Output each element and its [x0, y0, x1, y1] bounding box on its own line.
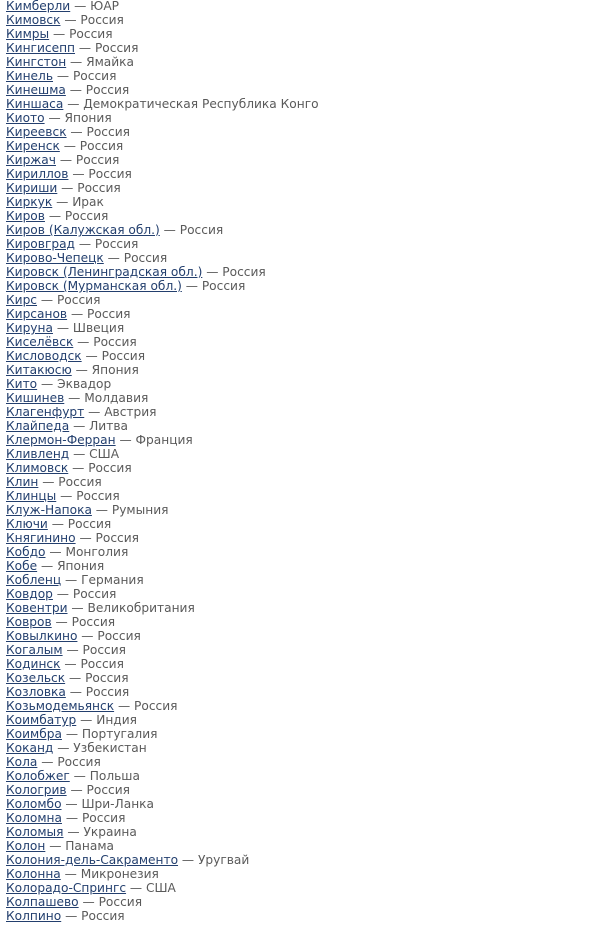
- list-item: [6, 335, 319, 349]
- city-link[interactable]: Колобжег: [6, 769, 70, 783]
- list-item: [6, 699, 319, 713]
- list-item: [6, 181, 319, 195]
- city-link[interactable]: Ковдор: [6, 587, 53, 601]
- list-item: [6, 489, 319, 503]
- separator-dash: —: [51, 615, 72, 629]
- city-link[interactable]: Колпашево: [6, 895, 79, 909]
- list-item: [6, 349, 319, 363]
- separator-dash: —: [84, 405, 105, 419]
- separator-dash: —: [49, 27, 70, 41]
- separator-dash: —: [62, 811, 82, 825]
- separator-dash: —: [66, 783, 87, 797]
- list-item: [6, 419, 319, 433]
- city-link[interactable]: Киншаса: [6, 97, 64, 111]
- separator-dash: —: [52, 321, 73, 335]
- separator-dash: —: [60, 867, 81, 881]
- list-item: [6, 223, 319, 237]
- separator-dash: —: [73, 335, 94, 349]
- city-link[interactable]: Кологрив: [6, 783, 67, 797]
- country-label: Россия: [86, 783, 131, 797]
- separator-dash: —: [68, 167, 89, 181]
- list-item: [6, 475, 319, 489]
- list-item: [6, 97, 319, 111]
- country-label: Россия: [58, 475, 102, 489]
- city-link[interactable]: Кодинск: [6, 657, 61, 671]
- city-link[interactable]: Киреевск: [6, 125, 67, 139]
- separator-dash: —: [115, 433, 136, 447]
- separator-dash: —: [47, 517, 68, 531]
- city-link[interactable]: Кирсанов: [6, 307, 68, 321]
- city-link[interactable]: Кобе: [6, 559, 38, 573]
- country-label: Франция: [135, 433, 193, 447]
- separator-dash: —: [61, 909, 82, 923]
- city-link[interactable]: Ковылкино: [6, 629, 78, 643]
- country-label: Россия: [69, 27, 113, 41]
- list-item: [6, 517, 319, 531]
- city-link[interactable]: Клагенфурт: [6, 405, 85, 419]
- list-item: [6, 405, 319, 419]
- separator-dash: —: [61, 727, 82, 741]
- country-label: Россия: [87, 307, 131, 321]
- separator-dash: —: [202, 265, 223, 279]
- list-item: [6, 825, 319, 839]
- separator-dash: —: [91, 503, 112, 517]
- list-item: [6, 307, 319, 321]
- separator-dash: —: [69, 447, 90, 461]
- list-item: [6, 783, 319, 797]
- country-label: Россия: [97, 629, 141, 643]
- list-item: [6, 139, 319, 153]
- city-link[interactable]: Кингстон: [6, 55, 67, 69]
- city-link[interactable]: Кисловодск: [6, 349, 82, 363]
- city-link[interactable]: Киров (Калужская обл.): [6, 223, 160, 237]
- list-item: [6, 601, 319, 615]
- city-link[interactable]: Коимбатур: [6, 713, 77, 727]
- separator-dash: —: [37, 293, 57, 307]
- city-link[interactable]: Кингисепп: [6, 41, 76, 55]
- city-link[interactable]: Ковров: [6, 615, 52, 629]
- city-link[interactable]: Кобдо: [6, 545, 46, 559]
- separator-dash: —: [57, 181, 78, 195]
- city-link[interactable]: Коканд: [6, 741, 54, 755]
- list-item: [6, 265, 319, 279]
- separator-dash: —: [63, 97, 84, 111]
- city-link[interactable]: Коломбо: [6, 797, 62, 811]
- separator-dash: —: [62, 643, 83, 657]
- separator-dash: —: [37, 559, 58, 573]
- country-label: Россия: [81, 909, 125, 923]
- city-link[interactable]: Козельск: [6, 671, 66, 685]
- list-item: [6, 0, 319, 13]
- country-label: Монголия: [65, 545, 129, 559]
- list-item: [6, 293, 319, 307]
- separator-dash: —: [75, 531, 96, 545]
- city-link[interactable]: Коимбра: [6, 727, 62, 741]
- country-label: Россия: [72, 69, 117, 83]
- city-link[interactable]: Киров: [6, 209, 45, 223]
- list-item: [6, 839, 319, 853]
- city-link[interactable]: Кировск (Мурманская обл.): [6, 279, 182, 293]
- country-label: Украина: [83, 825, 137, 839]
- separator-dash: —: [159, 223, 180, 237]
- country-label: Эквадор: [57, 377, 112, 391]
- country-label: Молдавия: [84, 391, 149, 405]
- country-label: Россия: [101, 349, 146, 363]
- country-label: Россия: [98, 895, 143, 909]
- country-label: Россия: [88, 461, 132, 475]
- city-link[interactable]: Кирово-Чепецк: [6, 251, 104, 265]
- list-item: [6, 657, 319, 671]
- country-label: Шри-Ланка: [81, 797, 154, 811]
- country-label: Россия: [85, 671, 129, 685]
- country-label: Микронезия: [80, 867, 159, 881]
- country-label: Россия: [57, 755, 101, 769]
- separator-dash: —: [65, 685, 86, 699]
- country-label: Япония: [64, 111, 112, 125]
- country-label: Швеция: [72, 321, 125, 335]
- country-label: Россия: [56, 293, 101, 307]
- city-link[interactable]: Кириши: [6, 181, 58, 195]
- list-item: [6, 461, 319, 475]
- list-item: [6, 629, 319, 643]
- separator-dash: —: [114, 699, 135, 713]
- country-label: Россия: [201, 279, 246, 293]
- separator-dash: —: [61, 797, 82, 811]
- city-link[interactable]: Колорадо-Спрингс: [6, 881, 127, 895]
- country-label: Россия: [134, 699, 178, 713]
- separator-dash: —: [65, 671, 86, 685]
- country-label: Демократическая Республика Конго: [83, 97, 319, 111]
- country-label: Россия: [80, 657, 124, 671]
- separator-dash: —: [78, 895, 99, 909]
- separator-dash: —: [45, 839, 66, 853]
- city-link[interactable]: Кинель: [6, 69, 54, 83]
- city-link[interactable]: Коломна: [6, 811, 62, 825]
- country-label: Панама: [65, 839, 114, 853]
- country-label: Великобритания: [87, 601, 195, 615]
- separator-dash: —: [66, 125, 87, 139]
- list-item: [6, 587, 319, 601]
- list-item: [6, 83, 319, 97]
- list-item: [6, 377, 319, 391]
- country-label: Россия: [95, 531, 139, 545]
- list-item: [6, 195, 319, 209]
- separator-dash: —: [103, 251, 124, 265]
- city-link[interactable]: Клуж-Напока: [6, 503, 92, 517]
- country-label: Португалия: [81, 727, 158, 741]
- country-label: Узбекистан: [73, 741, 147, 755]
- city-link[interactable]: Киото: [6, 111, 45, 125]
- list-item: [6, 545, 319, 559]
- country-label: Россия: [72, 587, 117, 601]
- country-label: Россия: [80, 13, 124, 27]
- list-item: [6, 531, 319, 545]
- list-item: [6, 643, 319, 657]
- separator-dash: —: [68, 461, 89, 475]
- city-link[interactable]: Козьмодемьянск: [6, 699, 115, 713]
- list-item: [6, 363, 319, 377]
- city-link[interactable]: Ключи: [6, 517, 48, 531]
- list-item: [6, 769, 319, 783]
- separator-dash: —: [81, 349, 102, 363]
- separator-dash: —: [53, 741, 74, 755]
- country-label: Россия: [85, 83, 130, 97]
- list-item: [6, 111, 319, 125]
- country-label: Ирак: [72, 195, 104, 209]
- list-item: [6, 895, 319, 909]
- list-item: [6, 671, 319, 685]
- country-label: Литва: [89, 419, 128, 433]
- country-label: ЮАР: [90, 0, 120, 13]
- separator-dash: —: [65, 83, 86, 97]
- country-label: Румыния: [111, 503, 169, 517]
- country-label: Польша: [89, 769, 140, 783]
- separator-dash: —: [63, 825, 84, 839]
- city-link[interactable]: Киренск: [6, 139, 60, 153]
- city-link[interactable]: Колонна: [6, 867, 61, 881]
- country-label: Россия: [94, 41, 139, 55]
- separator-dash: —: [77, 629, 98, 643]
- list-item: [6, 209, 319, 223]
- country-label: США: [146, 881, 176, 895]
- list-item: [6, 447, 319, 461]
- city-link[interactable]: Кливленд: [6, 447, 70, 461]
- city-link[interactable]: Кирс: [6, 293, 38, 307]
- separator-dash: —: [66, 55, 87, 69]
- city-link[interactable]: Колония-дель-Сакраменто: [6, 853, 179, 867]
- country-label: Россия: [86, 125, 130, 139]
- separator-dash: —: [126, 881, 146, 895]
- list-item: [6, 881, 319, 895]
- country-label: Индия: [96, 713, 137, 727]
- separator-dash: —: [76, 713, 97, 727]
- separator-dash: —: [69, 419, 90, 433]
- country-label: Россия: [64, 209, 109, 223]
- list-item: [6, 573, 319, 587]
- separator-dash: —: [71, 363, 92, 377]
- city-link[interactable]: Княгинино: [6, 531, 76, 545]
- list-item: [6, 153, 319, 167]
- country-label: Германия: [81, 573, 144, 587]
- separator-dash: —: [52, 195, 73, 209]
- city-link[interactable]: Кируна: [6, 321, 53, 335]
- list-item: [6, 909, 319, 923]
- city-link[interactable]: Кировград: [6, 237, 75, 251]
- list-item: [6, 503, 319, 517]
- separator-dash: —: [38, 475, 59, 489]
- city-link[interactable]: Козловка: [6, 685, 66, 699]
- list-item: [6, 797, 319, 811]
- country-label: Россия: [76, 489, 120, 503]
- country-label: Япония: [91, 363, 139, 377]
- list-item: [6, 685, 319, 699]
- separator-dash: —: [74, 237, 95, 251]
- country-label: Россия: [123, 251, 168, 265]
- list-item: [6, 41, 319, 55]
- country-label: Россия: [82, 643, 126, 657]
- list-item: [6, 27, 319, 41]
- country-label: Россия: [67, 517, 112, 531]
- city-link[interactable]: Кириллов: [6, 167, 69, 181]
- separator-dash: —: [53, 69, 73, 83]
- city-link[interactable]: Кимберли: [6, 0, 71, 13]
- city-link[interactable]: Кимры: [6, 27, 50, 41]
- list-item: [6, 741, 319, 755]
- separator-dash: —: [56, 489, 77, 503]
- separator-dash: —: [67, 601, 88, 615]
- city-link[interactable]: Киселёвск: [6, 335, 74, 349]
- separator-dash: —: [64, 391, 85, 405]
- separator-dash: —: [69, 769, 90, 783]
- separator-dash: —: [181, 279, 202, 293]
- city-link[interactable]: Клермон-Ферран: [6, 433, 116, 447]
- city-link[interactable]: Клайпеда: [6, 419, 70, 433]
- city-link[interactable]: Клин: [6, 475, 39, 489]
- city-link[interactable]: Ковентри: [6, 601, 68, 615]
- list-item: [6, 279, 319, 293]
- country-label: Россия: [88, 167, 132, 181]
- country-label: США: [89, 447, 120, 461]
- list-item: [6, 391, 319, 405]
- city-link[interactable]: Кобленц: [6, 573, 62, 587]
- country-label: Япония: [57, 559, 105, 573]
- separator-dash: —: [61, 573, 82, 587]
- country-label: Россия: [93, 335, 137, 349]
- country-label: Россия: [94, 237, 139, 251]
- country-label: Австрия: [104, 405, 157, 419]
- country-label: Россия: [179, 223, 224, 237]
- country-label: Россия: [77, 181, 121, 195]
- country-label: Россия: [222, 265, 266, 279]
- city-link[interactable]: Клинцы: [6, 489, 57, 503]
- country-label: Уругвай: [197, 853, 250, 867]
- city-link[interactable]: Кишинев: [6, 391, 65, 405]
- separator-dash: —: [45, 545, 66, 559]
- city-link[interactable]: Кола: [6, 755, 38, 769]
- separator-dash: —: [44, 111, 65, 125]
- list-item: [6, 755, 319, 769]
- country-label: Россия: [81, 811, 126, 825]
- country-label: Россия: [75, 153, 120, 167]
- list-item: [6, 867, 319, 881]
- city-link[interactable]: Кимовск: [6, 13, 61, 27]
- separator-dash: —: [70, 0, 91, 13]
- separator-dash: —: [60, 13, 81, 27]
- list-item: [6, 125, 319, 139]
- separator-dash: —: [44, 209, 65, 223]
- list-item: [6, 251, 319, 265]
- separator-dash: —: [178, 853, 198, 867]
- list-item: [6, 237, 319, 251]
- separator-dash: —: [67, 307, 88, 321]
- city-link[interactable]: Колпино: [6, 909, 62, 923]
- list-item: [6, 615, 319, 629]
- city-link[interactable]: Кинешма: [6, 83, 66, 97]
- list-item: [6, 811, 319, 825]
- list-item: [6, 727, 319, 741]
- list-item: [6, 433, 319, 447]
- list-item: [6, 69, 319, 83]
- city-link[interactable]: Киркук: [6, 195, 53, 209]
- city-link[interactable]: Коломыя: [6, 825, 64, 839]
- city-country-list: [6, 0, 319, 923]
- separator-dash: —: [37, 377, 58, 391]
- separator-dash: —: [55, 153, 76, 167]
- list-item: [6, 13, 319, 27]
- country-label: Россия: [79, 139, 124, 153]
- list-item: [6, 559, 319, 573]
- list-item: [6, 167, 319, 181]
- list-item: [6, 55, 319, 69]
- separator-dash: —: [59, 139, 80, 153]
- city-link[interactable]: Климовск: [6, 461, 69, 475]
- city-link[interactable]: Когалым: [6, 643, 63, 657]
- list-item: [6, 321, 319, 335]
- city-link[interactable]: Колон: [6, 839, 46, 853]
- city-link[interactable]: Киржач: [6, 153, 56, 167]
- city-link[interactable]: Кито: [6, 377, 38, 391]
- country-label: Россия: [71, 615, 116, 629]
- country-label: Россия: [85, 685, 130, 699]
- list-item: [6, 713, 319, 727]
- separator-dash: —: [60, 657, 81, 671]
- city-link[interactable]: Кировск (Ленинградская обл.): [6, 265, 203, 279]
- separator-dash: —: [37, 755, 58, 769]
- separator-dash: —: [52, 587, 73, 601]
- country-label: Ямайка: [86, 55, 134, 69]
- city-link[interactable]: Китакюсю: [6, 363, 72, 377]
- list-item: [6, 853, 319, 867]
- separator-dash: —: [75, 41, 95, 55]
